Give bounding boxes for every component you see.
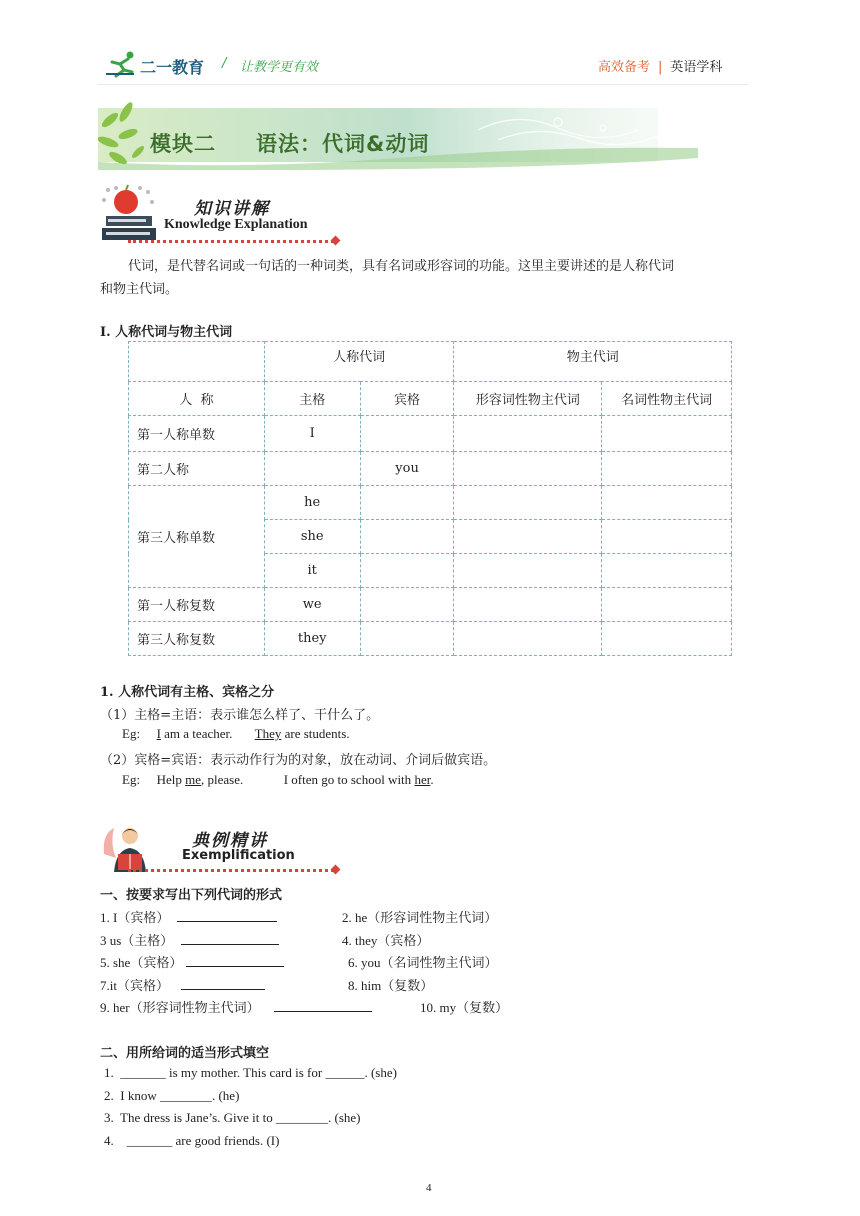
- note1-heading-text: 人称代词有主格、宾格之分: [118, 685, 275, 700]
- eg1-a-underline: I: [156, 726, 161, 741]
- table-cell: [454, 554, 602, 588]
- note1-heading: [100, 681, 274, 700]
- exercise2-item: 1. _______ is my mother. This card is for ______. (she): [104, 1065, 397, 1080]
- table-header-person: 人 称: [129, 382, 265, 416]
- header: [0, 0, 860, 90]
- table-cell: [454, 416, 602, 452]
- table-cell: [454, 486, 602, 520]
- exercise2-item: 3. The dress is Jane’s. Give it to ________. (she): [104, 1110, 361, 1125]
- logo-text: 二一教育: [140, 58, 205, 77]
- table-cell: [602, 588, 732, 622]
- exercise1-item: 2. he（形容词性物主代词）: [342, 910, 498, 925]
- table-cell: [602, 486, 732, 520]
- note1-p1: （1）主格=主语：表示谁怎么样了、干什么了。: [100, 708, 380, 723]
- eg1-a-rest: am a teacher.: [160, 726, 233, 741]
- module-number: 模块二: [150, 132, 216, 156]
- table-row: [129, 382, 732, 416]
- intro-line1: 代词，是代替名词或一句话的一种词类，具有名词或形容词的功能。这里主要讲述的是人称代词: [128, 259, 675, 274]
- knowledge-dotline: [128, 240, 334, 243]
- intro-line2: 和物主代词。: [100, 282, 179, 297]
- header-tag-subject: 英语学科: [670, 60, 723, 75]
- table-row: [129, 622, 732, 656]
- table-cell: [360, 554, 454, 588]
- eg2-a-pre: Help: [156, 772, 186, 787]
- eg2-b-underline: her: [414, 772, 431, 787]
- table-header-adj-poss: 形容词性物主代词: [454, 382, 602, 416]
- table-cell: [602, 622, 732, 656]
- table-cell-subject: it: [264, 554, 360, 588]
- table-cell: [602, 452, 732, 486]
- note1-eg1: [122, 726, 350, 742]
- eg1-b-underline: They: [254, 726, 282, 741]
- table-cell-object: [360, 416, 454, 452]
- table-header-noun-poss: 名词性物主代词: [602, 382, 732, 416]
- exercise1-item: 10. my（复数）: [420, 1000, 509, 1015]
- exercise1-item: 1. I（宾格）: [100, 907, 277, 926]
- module-title: [150, 128, 429, 158]
- table-group-personal: 人称代词: [264, 342, 454, 382]
- header-sep: |: [658, 60, 663, 75]
- exercise1-item: 8. him（复数）: [348, 978, 434, 993]
- eg2-a-underline: me: [185, 772, 201, 787]
- exercise1-heading: 一、按要求写出下列代词的形式: [100, 888, 283, 903]
- table-cell-object: [360, 622, 454, 656]
- table-cell: [454, 520, 602, 554]
- pronoun-table: [128, 341, 732, 656]
- table-cell-object: [360, 588, 454, 622]
- exercise2-item: 4. _______ are good friends. (I): [104, 1133, 280, 1148]
- table-cell-subject: he: [264, 486, 360, 520]
- exemplification-title-en: Exemplification: [182, 848, 295, 863]
- exercise1-item: 3 us（主格）: [100, 930, 279, 949]
- table-group-possessive: 物主代词: [454, 342, 732, 382]
- book-apple-icon: [100, 184, 160, 246]
- table-cell-subject: I: [264, 416, 360, 452]
- table-cell: [454, 452, 602, 486]
- eg1-b-rest: are students.: [281, 726, 350, 741]
- logo-runner-icon: [104, 50, 140, 78]
- table-cell: [602, 520, 732, 554]
- section1-heading: Ⅰ. 人称代词与物主代词: [100, 325, 233, 340]
- table-row-label: 第一人称单数: [129, 416, 265, 452]
- eg2-label: Eg:: [122, 772, 141, 787]
- eg2-b-pre: I often go to school with: [283, 772, 415, 787]
- exemplification-dotline: [128, 869, 334, 872]
- exercise2-heading: 二、用所给词的适当形式填空: [100, 1046, 270, 1061]
- table-row-label: 第三人称复数: [129, 622, 265, 656]
- table-cell-subject: [264, 452, 360, 486]
- table-row: [129, 486, 732, 520]
- table-row-label: 第一人称复数: [129, 588, 265, 622]
- header-slash: /: [222, 56, 227, 71]
- note1-eg2: [122, 772, 434, 788]
- exercise1-item: 7.it（宾格）: [100, 975, 265, 994]
- note1-heading-num: 1.: [100, 685, 114, 700]
- header-divider: [98, 84, 748, 85]
- knowledge-title-cn: 知识讲解: [194, 199, 270, 219]
- table-row-label: 第三人称单数: [129, 486, 265, 588]
- table-cell-empty: [129, 342, 265, 382]
- exercise1-item: 6. you（名词性物主代词）: [348, 955, 498, 970]
- exercise1-item: 9. her（形容词性物主代词）: [100, 997, 372, 1016]
- eg2-a-post: , please.: [200, 772, 244, 787]
- table-row-label: 第二人称: [129, 452, 265, 486]
- table-cell: [602, 554, 732, 588]
- table-cell: [360, 520, 454, 554]
- exercise1-item: 5. she（宾格）: [100, 952, 284, 971]
- table-cell: [454, 622, 602, 656]
- note1-p2: （2）宾格=宾语：表示动作行为的对象，放在动词、介词后做宾语。: [100, 753, 497, 768]
- table-cell-object: you: [360, 452, 454, 486]
- header-tag-exam: 高效备考: [598, 60, 651, 75]
- table-cell: [602, 416, 732, 452]
- exemplification-title-cn: 典例精讲: [192, 831, 268, 851]
- slogan: 让教学更有效: [240, 60, 319, 75]
- table-cell: [454, 588, 602, 622]
- exercise1-item: 4. they（宾格）: [342, 933, 430, 948]
- exercise2-item: 2. I know ________. (he): [104, 1088, 240, 1103]
- header-right: [598, 56, 722, 75]
- table-row: [129, 342, 732, 382]
- eg2-b-post: .: [430, 772, 434, 787]
- table-cell-subject: we: [264, 588, 360, 622]
- table-cell-subject: they: [264, 622, 360, 656]
- table-row: [129, 588, 732, 622]
- knowledge-title-en: Knowledge Explanation: [164, 217, 308, 232]
- table-cell: [360, 486, 454, 520]
- table-header-object: 宾格: [360, 382, 454, 416]
- table-header-subject: 主格: [264, 382, 360, 416]
- page-number: 4: [426, 1182, 432, 1194]
- module-subtitle: 语法：代词&动词: [256, 132, 430, 156]
- table-cell-subject: she: [264, 520, 360, 554]
- eg1-label: Eg:: [122, 726, 141, 741]
- exemplification-diamond: [331, 865, 341, 875]
- table-row: [129, 452, 732, 486]
- knowledge-diamond: [331, 236, 341, 246]
- table-row: [129, 416, 732, 452]
